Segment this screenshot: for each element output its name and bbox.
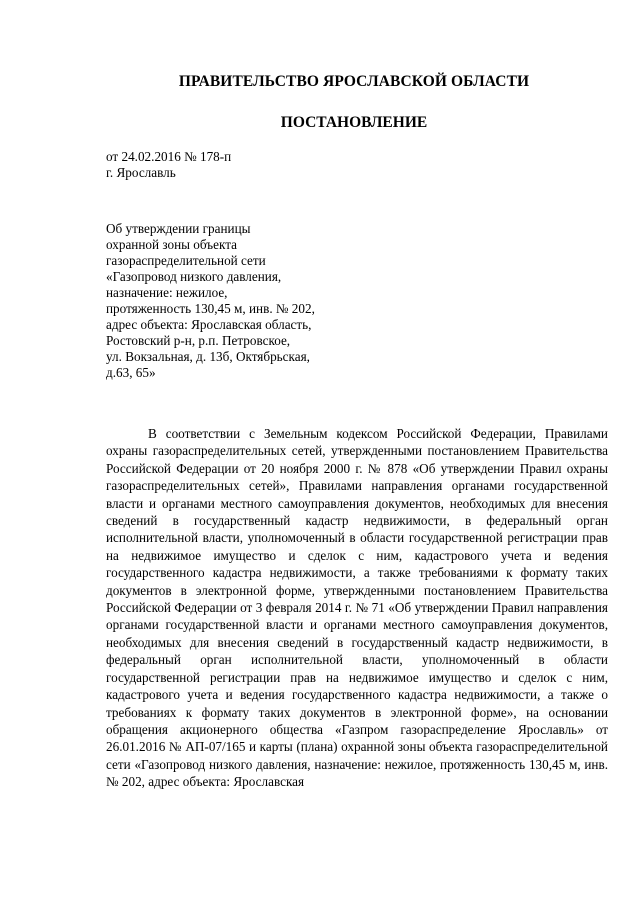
document-type-title: ПОСТАНОВЛЕНИЕ — [280, 114, 428, 131]
subject-line: д.63, 65» — [106, 365, 156, 380]
organization-title: ПРАВИТЕЛЬСТВО ЯРОСЛАВСКОЙ ОБЛАСТИ — [178, 73, 530, 90]
subject-line: адрес объекта: Ярославская область, — [106, 317, 312, 332]
subject-line: Ростовский р-н, р.п. Петровское, — [106, 333, 291, 348]
subject-line: назначение: нежилое, — [106, 285, 228, 300]
subject-line: газораспределительной сети — [106, 253, 266, 268]
subject-line: «Газопровод низкого давления, — [106, 269, 282, 284]
subject-line: ул. Вокзальная, д. 13б, Октябрьская, — [106, 349, 310, 364]
subject-line: протяженность 130,45 м, инв. № 202, — [106, 301, 315, 316]
date-number: от 24.02.2016 № 178-п — [106, 149, 232, 164]
body-paragraph: В соответствии с Земельным кодексом Российской Федерации, Правилами охраны газораспределительных сетей, утвержденными постановлением Правительства Российской Федерации от 20 ноября 2000 г. № 878 «Об утверждении Правил охраны газораспределительных сетей», Правилами направления органами государственной власти и органами местного самоуправления документов, необходимых для внесения сведений в государственный кадастр недвижимости, в федеральный орган исполнительной власти, уполномоченный в области государственной регистрации прав на недвижимое имущество и сделок с ним, кадастрового учета и ведения государственного кадастра недвижимости, а также требованиями к формату таких документов в электронной форме, утвержденными постановлением Правительства Российской Федерации от 3 февраля 2014 г. № 71 «Об утверждении Правил направления органами государственной власти и органами местного самоуправления документов, необходимых для внесения сведений в государственный кадастр недвижимости, в федеральный орган исполнительной власти, уполномоченный в области государственной регистрации прав на недвижимое имущество и сделок с ним, кадастрового учета и ведения государственного кадастра недвижимости, а также о требованиях к формату таких документов в электронной форме», на основании обращения акционерного общества «Газпром газораспределение Ярославль» от 26.01.2016 № АП-07/165 и карты (плана) охранной зоны объекта газораспределительной сети «Газопровод низкого давления, назначение: нежилое, протяженность 130,45 м, инв. № 202, адрес объекта: Ярославская — [106, 426, 608, 790]
document-meta — [106, 149, 231, 181]
city: г. Ярославль — [106, 165, 176, 180]
subject-line: охранной зоны объекта — [106, 237, 237, 252]
document-subject — [106, 221, 315, 381]
subject-line: Об утверждении границы — [106, 221, 251, 236]
